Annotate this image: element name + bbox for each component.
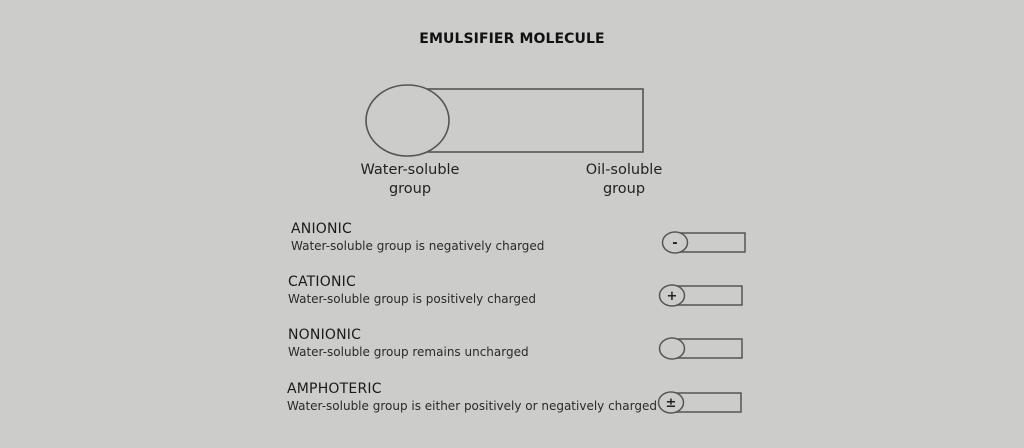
nonionic-molecule-icon [655, 334, 747, 364]
tail-label-line1: Oil-soluble [585, 162, 663, 178]
amphoteric-charge: ± [665, 396, 677, 411]
nonionic-description: Water-soluble group remains uncharged [288, 345, 529, 359]
head-label-line1: Water-soluble [360, 162, 460, 178]
amphoteric-title: AMPHOTERIC [287, 381, 382, 397]
cationic-title: CATIONIC [288, 274, 356, 290]
anionic-molecule-icon [658, 228, 750, 258]
water-soluble-head [366, 85, 449, 156]
cationic-charge: + [666, 289, 678, 304]
head-label-line2: group [388, 181, 432, 197]
anionic-title: ANIONIC [291, 221, 352, 237]
diagram-title: EMULSIFIER MOLECULE [419, 31, 605, 47]
amphoteric-molecule-icon [654, 388, 746, 418]
cationic-description: Water-soluble group is positively charged [288, 292, 536, 306]
nonionic-title: NONIONIC [288, 327, 362, 343]
amphoteric-description: Water-soluble group is either positively or negatively charged [287, 399, 657, 413]
cationic-molecule-icon [655, 281, 747, 311]
water-soluble-group-label [348, 161, 472, 199]
tail-label-line2: group [602, 181, 646, 197]
anionic-charge: - [672, 236, 678, 251]
anionic-description: Water-soluble group is negatively charged [291, 239, 545, 253]
oil-soluble-group-label [572, 161, 676, 199]
